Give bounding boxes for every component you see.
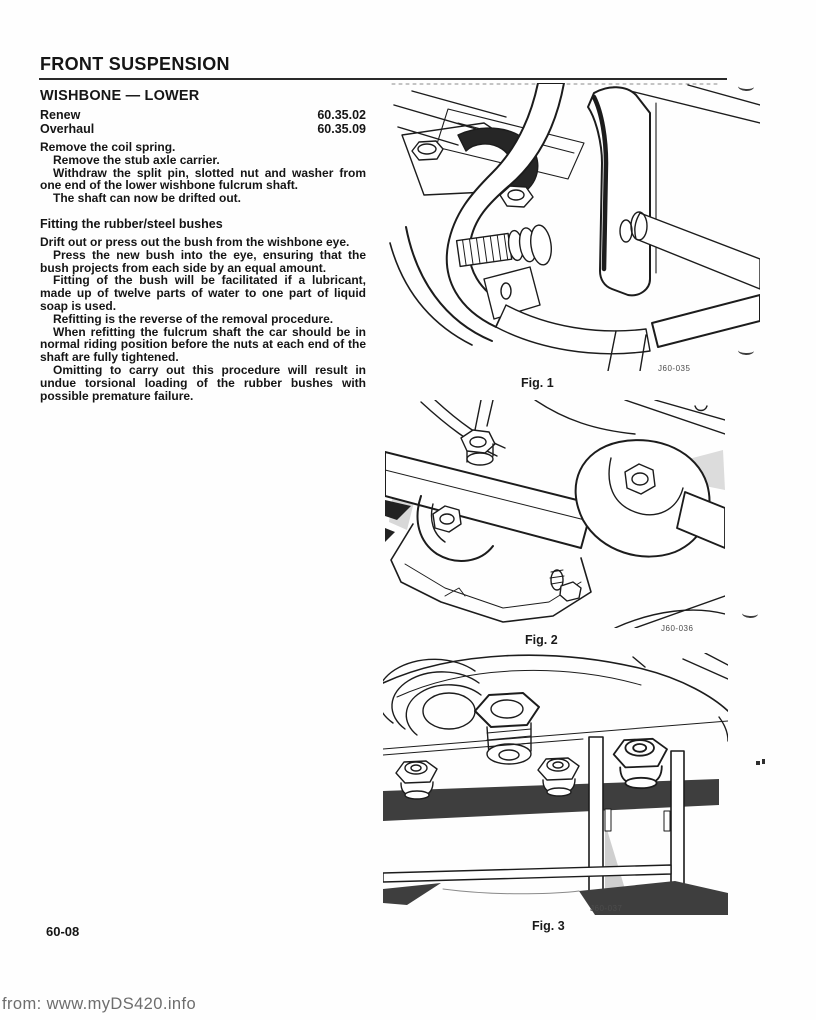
procedure-step: Remove the coil spring. [40,140,176,154]
subsection-title: Fitting the rubber/steel bushes [40,216,223,231]
header-rule [39,78,727,80]
body-paragraph: Drift out or press out the bush from the wishbone eye. [40,234,350,249]
scan-artifact [756,761,760,765]
figure-1-caption: Fig. 1 [521,376,554,390]
page-title: FRONT SUSPENSION [40,54,230,74]
procedure-block [40,141,366,205]
body-paragraph: When refitting the fulcrum shaft the car should be in normal riding position before the nuts at each end of the shaft are fully tightened. [40,324,366,365]
figure-3-illustration [383,653,728,915]
body-paragraph: Fitting of the bush will be facilitated if a lubricant, made up of twelve parts of water to one part of liquid soap is used. [40,273,366,313]
figure-1-code: J60-035 [658,364,691,373]
operation-label: Overhaul [40,122,95,136]
figure-3-code: J60-037 [590,904,623,913]
body-paragraph: Press the new bush into the eye, ensuring that the bush projects from each side by an equal amount. [40,247,366,275]
scan-artifact [762,759,765,764]
operation-row [40,122,366,136]
procedure-step: Remove the stub axle carrier. [53,152,220,167]
operation-row [40,108,366,122]
page-number: 60-08 [46,924,80,939]
operation-label: Renew [40,108,81,122]
figure-2-code: J60-036 [661,624,694,633]
body-paragraph: Omitting to carry out this procedure will result in undue torsional loading of the rubber bushes with possible premature failure. [40,362,366,403]
scan-artifact [742,609,758,619]
section-title: WISHBONE — LOWER [40,88,200,104]
figure-3-caption: Fig. 3 [532,919,565,933]
watermark-text: from: www.myDS420.info [2,995,197,1013]
figure-2-illustration [385,400,725,628]
figure-2-caption: Fig. 2 [525,633,558,647]
procedure-step: Withdraw the split pin, slotted nut and washer from one end of the lower wishbone fulcrum shaft. [40,165,366,193]
subsection-block [40,236,366,402]
scan-artifact [738,346,754,356]
text-column [40,88,366,402]
body-paragraph: Refitting is the reverse of the removal procedure. [53,311,334,326]
figure-1-illustration [388,83,760,371]
operation-code: 60.35.02 [317,108,366,122]
procedure-step: The shaft can now be drifted out. [53,191,242,206]
operation-code: 60.35.09 [317,122,366,136]
